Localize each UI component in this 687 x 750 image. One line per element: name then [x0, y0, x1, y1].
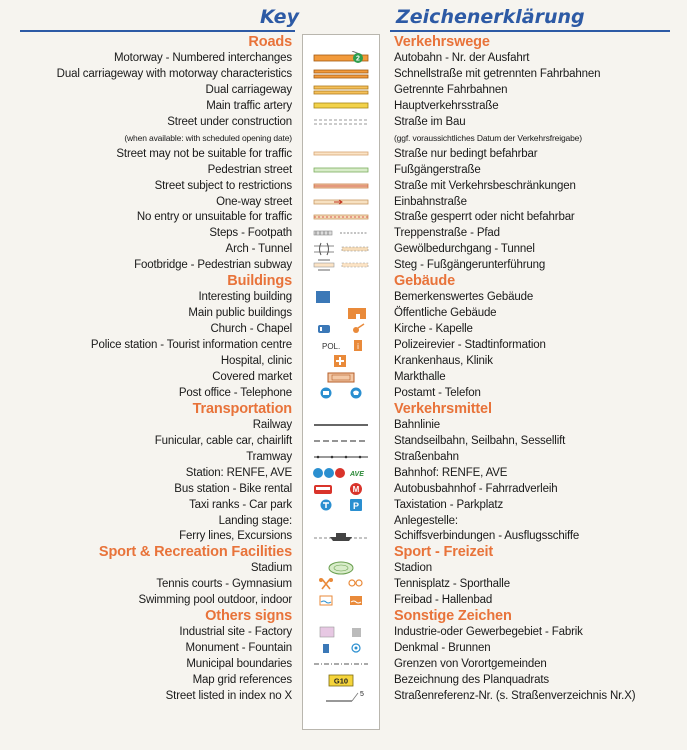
- label-en: Ferry lines, Excursions: [179, 530, 292, 543]
- label-en: Main traffic artery: [206, 99, 292, 112]
- label-en: Footbridge - Pedestrian subway: [134, 259, 292, 272]
- legend-section: [0, 608, 687, 624]
- legend-row: [0, 385, 687, 401]
- hospital-symbol-icon: [312, 354, 370, 368]
- legend-row: [0, 162, 687, 178]
- svg-text:2: 2: [356, 55, 360, 63]
- svg-text:i: i: [357, 342, 359, 352]
- legend-row: [0, 114, 687, 130]
- legend-row: [0, 640, 687, 656]
- building-public-symbol-icon: [312, 306, 370, 320]
- label-en: Dual carriageway: [205, 83, 292, 96]
- section-title-en: Transportation: [192, 400, 292, 417]
- legend-row: [0, 353, 687, 369]
- legend-row: [0, 209, 687, 225]
- zeichenerklaerung-heading: Zeichenerklärung: [396, 6, 585, 28]
- label-de: Getrennte Fahrbahnen: [394, 83, 508, 96]
- label-de: Öffentliche Gebäude: [394, 307, 497, 320]
- legend-row: [0, 576, 687, 592]
- label-de: Bahnlinie: [394, 418, 440, 431]
- label-de: (ggf. voraussichtliches Datum der Verkehrsfreigabe): [394, 132, 582, 143]
- legend-section: [0, 34, 687, 50]
- label-de: Straßenreferenz-Nr. (s. Straßenverzeichnis Nr.X): [394, 689, 636, 702]
- steps-symbol-icon: [312, 226, 370, 240]
- stadium-symbol-icon: [312, 561, 370, 575]
- oneway-symbol-icon: [312, 195, 370, 209]
- station-symbol-icon: [312, 466, 370, 480]
- legend-row: [0, 592, 687, 608]
- legend-row: [0, 321, 687, 337]
- svg-text:POL.: POL.: [322, 342, 341, 352]
- label-en: Arch - Tunnel: [225, 243, 292, 256]
- label-en: Steps - Footpath: [209, 227, 292, 240]
- legend-row: [0, 146, 687, 162]
- grid-symbol-icon: [312, 673, 370, 687]
- legend-row: [0, 130, 687, 146]
- label-en: Industrial site - Factory: [179, 626, 292, 639]
- svg-text:G10: G10: [333, 676, 349, 686]
- label-de: Markthalle: [394, 370, 446, 383]
- legend-row: [0, 369, 687, 385]
- legend-row: [0, 194, 687, 210]
- ferry-symbol-icon: [312, 529, 370, 543]
- label-en: Municipal boundaries: [186, 658, 292, 671]
- label-de: Treppenstraße - Pfad: [394, 227, 500, 240]
- label-en: Tramway: [246, 450, 292, 463]
- section-title-de: Gebäude: [394, 273, 455, 290]
- label-en: One-way street: [216, 195, 292, 208]
- label-en: Stadium: [250, 562, 292, 575]
- svg-text:5: 5: [360, 690, 364, 698]
- legend-row: [0, 497, 687, 513]
- label-en: Swimming pool outdoor, indoor: [138, 594, 292, 607]
- header-rule-right: [390, 30, 670, 32]
- legend-row: [0, 289, 687, 305]
- label-de: Stadion: [394, 562, 432, 575]
- tunnel-symbol-icon: [312, 242, 370, 256]
- legend-row: [0, 82, 687, 98]
- church-symbol-icon: [312, 322, 370, 336]
- label-en: Post office - Telephone: [178, 386, 292, 399]
- legend-row: [0, 241, 687, 257]
- label-de: Industrie-oder Gewerbegebiet - Fabrik: [394, 626, 583, 639]
- label-de: Taxistation - Parkplatz: [394, 498, 504, 511]
- tramway-symbol-icon: [312, 450, 370, 464]
- label-en: Funicular, cable car, chairlift: [154, 434, 292, 447]
- label-en: Dual carriageway with motorway characteristics: [56, 67, 292, 80]
- building-interest-symbol-icon: [312, 290, 370, 304]
- label-en: Monument - Fountain: [185, 642, 292, 655]
- svg-text:M: M: [352, 484, 360, 494]
- footbridge-symbol-icon: [312, 258, 370, 272]
- label-en: Street under construction: [167, 115, 292, 128]
- label-en: Motorway - Numbered interchanges: [113, 51, 292, 64]
- label-en: Hospital, clinic: [220, 355, 292, 367]
- section-title-de: Sport - Freizeit: [394, 544, 494, 561]
- label-de: Straße mit Verkehrsbeschränkungen: [394, 179, 576, 192]
- label-de: Straße im Bau: [394, 115, 466, 128]
- motorway-symbol-icon: [312, 51, 370, 65]
- index-symbol-icon: [312, 689, 370, 703]
- pool-symbol-icon: [312, 593, 370, 607]
- label-de: Gewölbedurchgang - Tunnel: [394, 243, 535, 256]
- label-de: Bemerkenswertes Gebäude: [394, 291, 534, 304]
- label-en: Taxi ranks - Car park: [189, 498, 292, 511]
- pedestrian-symbol-icon: [312, 163, 370, 177]
- monument-symbol-icon: [312, 641, 370, 655]
- legend-row: [0, 178, 687, 194]
- legend-section: [0, 273, 687, 289]
- restricted-symbol-icon: [312, 179, 370, 193]
- header-rule-left: [20, 30, 295, 32]
- section-title-en: Others signs: [205, 608, 292, 625]
- legend-row: [0, 305, 687, 321]
- section-title-en: Sport & Recreation Facilities: [98, 544, 292, 561]
- label-en: Landing stage:: [218, 514, 292, 527]
- legend-row: [0, 449, 687, 465]
- label-de: Straßenbahn: [394, 450, 459, 463]
- legend-row: [0, 528, 687, 544]
- label-en: Pedestrian street: [207, 163, 292, 176]
- funicular-symbol-icon: [312, 434, 370, 448]
- label-de: Postamt - Telefon: [394, 386, 481, 399]
- legend-section: [0, 544, 687, 560]
- label-de: Fußgängerstraße: [394, 163, 481, 176]
- label-en: Street may not be suitable for traffic: [116, 147, 292, 160]
- label-de: Steg - Fußgängerunterführung: [394, 259, 546, 272]
- legend-row: [0, 66, 687, 82]
- label-de: Denkmal - Brunnen: [394, 642, 491, 655]
- boundary-symbol-icon: [312, 657, 370, 671]
- legend-row: [0, 560, 687, 576]
- legend-row: [0, 337, 687, 353]
- legend-row: [0, 257, 687, 273]
- label-en: Covered market: [212, 370, 292, 383]
- label-de: Hauptverkehrsstraße: [394, 99, 499, 112]
- label-en: Map grid references: [192, 674, 292, 686]
- legend-row: [0, 417, 687, 433]
- label-de: Tennisplatz - Sporthalle: [394, 578, 510, 591]
- label-de: Autobusbahnhof - Fahrradverleih: [394, 482, 558, 495]
- label-de: Schnellstraße mit getrennten Fahrbahnen: [394, 67, 601, 80]
- label-de: Standseilbahn, Seilbahn, Sessellift: [394, 434, 566, 447]
- label-de: Autobahn - Nr. der Ausfahrt: [394, 51, 530, 64]
- dual-motorway-symbol-icon: [312, 67, 370, 81]
- svg-text:P: P: [352, 500, 360, 511]
- label-de: Schiffsverbindungen - Ausflugsschiffe: [394, 530, 580, 543]
- label-en: Street listed in index no X: [165, 689, 292, 702]
- railway-symbol-icon: [312, 418, 370, 432]
- label-en: Railway: [252, 418, 292, 431]
- section-title-de: Sonstige Zeichen: [394, 608, 512, 625]
- section-title-en: Buildings: [227, 273, 292, 290]
- industry-symbol-icon: [312, 625, 370, 639]
- legend-row: [0, 513, 687, 529]
- label-en: Street subject to restrictions: [154, 179, 292, 192]
- legend-row: [0, 465, 687, 481]
- label-en: Interesting building: [198, 291, 292, 304]
- section-title-de: Verkehrsmittel: [394, 400, 492, 417]
- legend-row: [0, 481, 687, 497]
- label-en: Station: RENFE, AVE: [185, 466, 292, 479]
- label-de: Krankenhaus, Klinik: [394, 355, 493, 367]
- label-en: Tennis courts - Gymnasium: [156, 578, 292, 591]
- bus-symbol-icon: [312, 482, 370, 496]
- legend-row: [0, 98, 687, 114]
- label-de: Straße gesperrt oder nicht befahrbar: [394, 211, 575, 224]
- legend-row: [0, 433, 687, 449]
- taxi-symbol-icon: [312, 498, 370, 512]
- label-en: No entry or unsuitable for traffic: [136, 211, 292, 224]
- dual-symbol-icon: [312, 83, 370, 97]
- legend-row: [0, 688, 687, 704]
- label-de: Straße nur bedingt befahrbar: [394, 147, 538, 160]
- construction-symbol-icon: [312, 115, 370, 129]
- tennis-symbol-icon: [312, 577, 370, 591]
- label-de: Bezeichnung des Planquadrats: [394, 674, 549, 686]
- legend-row: [0, 624, 687, 640]
- label-en: Bus station - Bike rental: [174, 482, 292, 495]
- market-symbol-icon: [312, 370, 370, 384]
- legend-row: [0, 672, 687, 688]
- label-en: Police station - Tourist information centre: [90, 339, 292, 352]
- label-de: Polizeirevier - Stadtinformation: [394, 339, 546, 352]
- label-de: Anlegestelle:: [394, 514, 458, 527]
- police-symbol-icon: [312, 338, 370, 352]
- section-title-en: Roads: [248, 34, 292, 50]
- legend-row: [0, 225, 687, 241]
- label-de: Freibad - Hallenbad: [394, 594, 493, 607]
- post-symbol-icon: [312, 386, 370, 400]
- svg-text:AVE: AVE: [350, 470, 364, 478]
- legend-row: [0, 50, 687, 66]
- label-de: Bahnhof: RENFE, AVE: [394, 466, 508, 479]
- label-en: (when available: with scheduled opening date): [124, 132, 292, 143]
- unsuitable-symbol-icon: [312, 147, 370, 161]
- key-heading: Key: [260, 6, 299, 28]
- legend-section: [0, 401, 687, 417]
- label-de: Einbahnstraße: [394, 195, 467, 208]
- label-en: Church - Chapel: [210, 323, 292, 336]
- legend-row: [0, 656, 687, 672]
- label-de: Kirche - Kapelle: [394, 323, 473, 336]
- noentry-symbol-icon: [312, 210, 370, 224]
- label-en: Main public buildings: [188, 307, 292, 320]
- artery-symbol-icon: [312, 99, 370, 113]
- label-de: Grenzen von Vorortgemeinden: [394, 658, 547, 671]
- section-title-de: Verkehrswege: [394, 34, 490, 50]
